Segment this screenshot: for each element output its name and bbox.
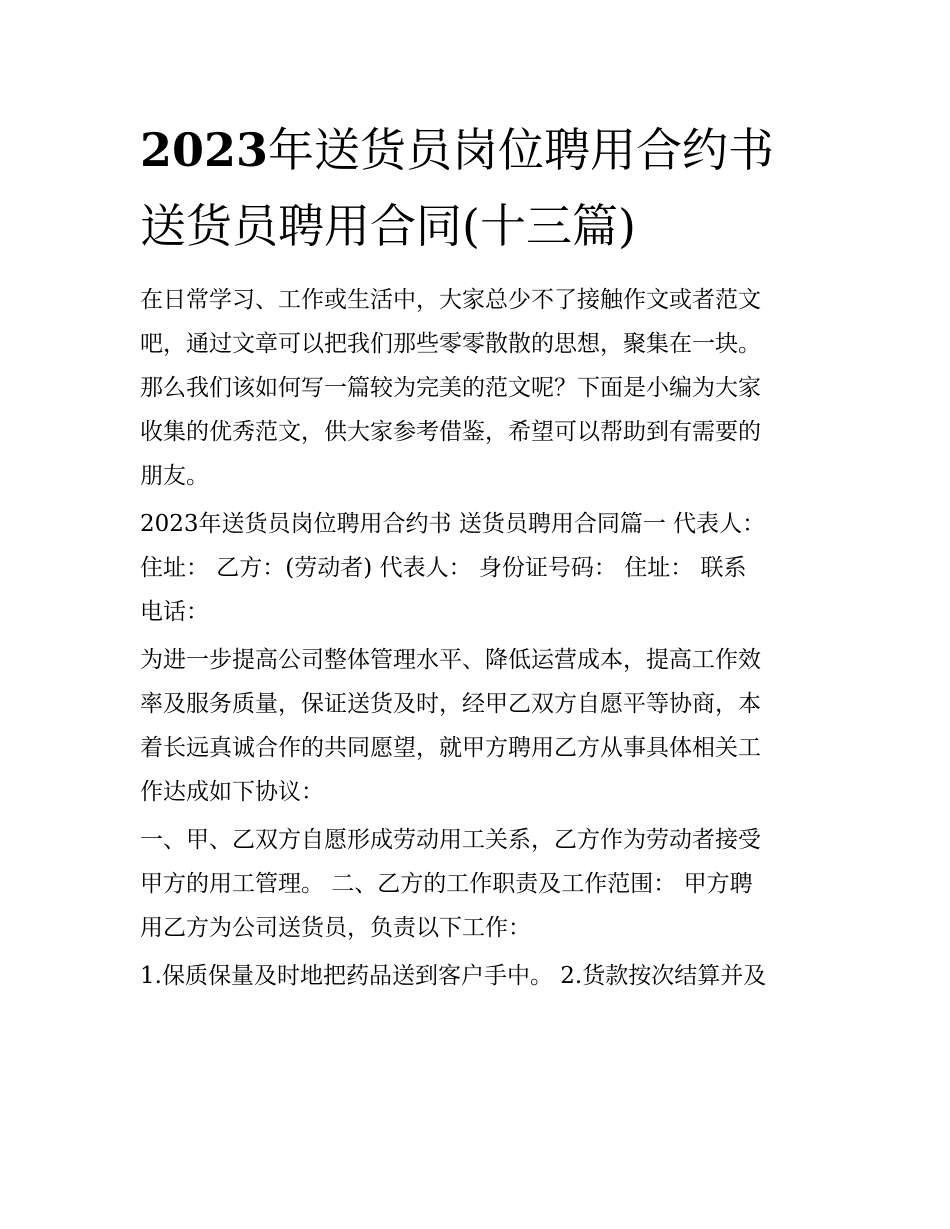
text-line: 用乙方为公司送货员，负责以下工作： [140, 915, 531, 941]
text-line: 吧，通过文章可以把我们那些零零散散的思想，聚集在一块。 [140, 331, 761, 357]
text-line: 收集的优秀范文，供大家参考借鉴，希望可以帮助到有需要的 [140, 419, 761, 445]
text-line: 着长远真诚合作的共同愿望，就甲方聘用乙方从事具体相关工 [140, 735, 761, 761]
text-line: 作达成如下协议： [140, 779, 324, 805]
text-line: 1.保质保量及时地把药品送到客户手中。 2.货款按次结算并及 [140, 963, 767, 989]
paragraph-purpose [140, 638, 820, 814]
document-body [140, 278, 820, 1002]
text-line: 在日常学习、工作或生活中，大家总少不了接触作文或者范文 [140, 287, 761, 313]
text-line: 住址： 乙方：(劳动者) 代表人： 身份证号码： 住址： 联系 [140, 555, 747, 581]
text-line: 为进一步提高公司整体管理水平、降低运营成本，提高工作效 [140, 647, 761, 673]
paragraph-clauses [140, 818, 820, 950]
title-year: 2023 [140, 123, 269, 177]
paragraph-intro [140, 278, 820, 498]
paragraph-parties [140, 502, 820, 634]
text-line: 一、甲、乙双方自愿形成劳动用工关系，乙方作为劳动者接受 [140, 827, 761, 853]
text-line: 电话： [140, 599, 209, 625]
text-line: 朋友。 [140, 463, 209, 489]
title-line-2: 送货员聘用合同(十三篇) [140, 199, 636, 253]
paragraph-duties [140, 954, 820, 998]
text-line: 那么我们该如何写一篇较为完美的范文呢？下面是小编为大家 [140, 375, 761, 401]
text-line: 甲方的用工管理。 二、乙方的工作职责及工作范围： 甲方聘 [140, 871, 753, 897]
text-line: 率及服务质量，保证送货及时，经甲乙双方自愿平等协商，本 [140, 691, 761, 717]
text-line: 2023年送货员岗位聘用合约书 送货员聘用合同篇一 代表人： [140, 511, 766, 537]
document-title [140, 112, 830, 264]
title-line-1: 2023年送货员岗位聘用合约书 [140, 123, 775, 177]
